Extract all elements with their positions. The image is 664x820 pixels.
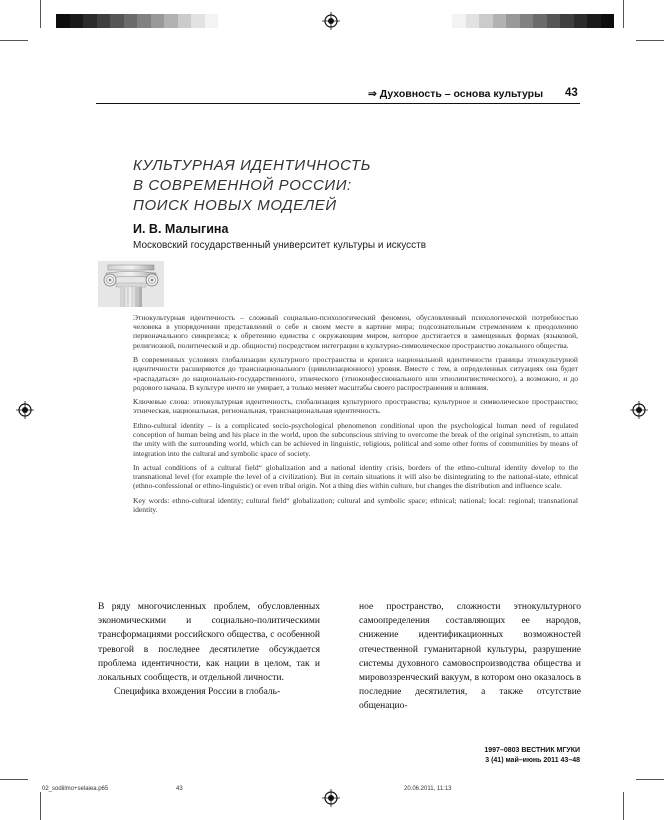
gray-swatch <box>479 14 493 28</box>
abstract-ru-keywords: Ключевые слова: этнокультурная идентичность, глобализация культурного пространства; культурное и символическое пространство; этническая, национальная, региональная, транснациональная идентичность. <box>133 397 578 416</box>
running-header-section: ⇒ Духовность – основа культуры <box>368 88 544 100</box>
gray-swatch <box>205 14 219 28</box>
print-slug-filename: 02_sodiilmo+selaiea.p65 <box>42 786 109 792</box>
gray-swatch <box>587 14 601 28</box>
print-slug-datetime: 20.06.2011, 11:13 <box>404 786 452 792</box>
gray-swatch <box>124 14 138 28</box>
registration-mark-left-icon <box>16 401 34 419</box>
header-rule <box>96 103 580 104</box>
body-paragraph: Специфика вхождения России в глобаль- <box>114 687 281 698</box>
gray-swatch <box>110 14 124 28</box>
author-affiliation: Московский государственный университет культуры и искусств <box>133 240 427 251</box>
gray-swatch <box>137 14 151 28</box>
abstract-ru-paragraph: В современных условиях глобализации культурного пространства и кризиса национальной идентичности границы этнокультурной идентичности расширяются до транснационального (цивилизационного) уровня. Вместе с тем, в определенных ситуациях она будет «распадаться» до национально-государственного, этнического (этноконфессионального или этнолингвистического), а возможно, и до родового начала. В культуре ничто не умирает, а только меняет масштабы своего распространения и влияния. <box>133 355 578 392</box>
journal-issn-title: 1997–0803 ВЕСТНИК МГУКИ <box>484 747 580 754</box>
gray-swatch <box>83 14 97 28</box>
gray-swatch <box>56 14 70 28</box>
abstract <box>133 313 578 520</box>
gray-swatch <box>601 14 615 28</box>
abstract-en-keywords: Key words: ethno-cultural identity; cultural field“ globalization; cultural and symbolic space; ethnical; national; local: regional; transnational identity. <box>133 495 578 515</box>
journal-issue-pages: 3 (41) май–июнь 2011 43–48 <box>485 757 580 764</box>
grayscale-bar-left <box>56 14 218 28</box>
registration-mark-top-icon <box>322 12 340 30</box>
gray-swatch <box>520 14 534 28</box>
body-paragraph: ное пространство, сложности этнокультурного самоопределения составляющих ее народов, снижение идентификационных возможностей отечественной гуманитарной культуры, разрушение системы духовного самовоспроизводства общества и мировоззренческий вакуум, в котором оно оказалось в последние десятилетия, а также отсутствие общенацио- <box>359 602 581 712</box>
crop-mark <box>40 792 41 820</box>
gray-swatch <box>70 14 84 28</box>
registration-mark-right-icon <box>630 401 648 419</box>
body-column-right <box>359 600 581 714</box>
crop-mark <box>636 40 664 41</box>
crop-mark <box>623 792 624 820</box>
gray-swatch <box>533 14 547 28</box>
article-title-line: ПОИСК НОВЫХ МОДЕЛЕЙ <box>133 197 337 214</box>
gray-swatch <box>493 14 507 28</box>
crop-mark <box>623 0 624 28</box>
ionic-column-capital-icon <box>98 261 164 307</box>
grayscale-bar-right <box>452 14 614 28</box>
gray-swatch <box>560 14 574 28</box>
print-slug-page: 43 <box>176 786 183 792</box>
abstract-en-paragraph: Ethno-cultural identity – is a complicated socio-psychological phenomenon conditional upon the psychological human need of regulated conception of human being and his place in the world, upon the subconscious striving to overcome the break of the original syncretism, to attain the unity with the surrounding world, which can be achieved in linguistic, religious, political and some other forms of communities by means of integration into the cultural and symbolic space of society. <box>133 420 578 458</box>
crop-mark <box>0 40 28 41</box>
crop-mark <box>0 779 28 780</box>
article-title-line: КУЛЬТУРНАЯ ИДЕНТИЧНОСТЬ <box>133 157 372 174</box>
abstract-ru-paragraph: Этнокультурная идентичность – сложный социально-психологический феномен, обусловленный психологической потребностью человека в упорядочении представлений о себе и своем месте в картине мира; подсознательным стремлением к преодолению первоначального синкрезиса; к обретению единства с окружающим миром, которое достигается в замещенных формах (языковой, религиозной, политической и др. общности) посредством интеграции в культурно-символическое пространство локального общества. <box>133 313 578 350</box>
crop-mark <box>40 0 41 28</box>
article-title-line: В СОВРЕМЕННОЙ РОССИИ: <box>133 177 352 194</box>
article-title <box>133 156 371 216</box>
gray-swatch <box>574 14 588 28</box>
gray-swatch <box>164 14 178 28</box>
body-column-left <box>98 600 320 699</box>
gray-swatch <box>178 14 192 28</box>
page-number: 43 <box>565 87 578 99</box>
gray-swatch <box>452 14 466 28</box>
gray-swatch <box>97 14 111 28</box>
gray-swatch <box>466 14 480 28</box>
gray-swatch <box>506 14 520 28</box>
gray-swatch <box>547 14 561 28</box>
author-name: И. В. Малыгина <box>133 222 229 236</box>
gray-swatch <box>191 14 205 28</box>
gray-swatch <box>151 14 165 28</box>
journal-footer <box>440 746 580 766</box>
body-paragraph: В ряду многочисленных проблем, обусловленных экономическими и социально-политическими трансформациями российского общества, с особенной тревогой в последнее десятилетие обсуждается проблема идентичности, как нации в целом, так и локальных сообществ, и отдельной личности. <box>98 602 320 684</box>
registration-mark-bottom-icon <box>322 789 340 807</box>
abstract-en-paragraph: In actual conditions of a cultural field“ globalization and a national identity crisis, borders of the ethno-cultural identity develop to the transnational level (for example the level of a civilization). But in certain situations it will also be disintegrating to the national-state, ethnical (ethno-confessional or ethno-linguistic) or even tribal origin. Not a thing dies within culture, but changes the distribution and influence scale. <box>133 463 578 491</box>
crop-mark <box>636 779 664 780</box>
